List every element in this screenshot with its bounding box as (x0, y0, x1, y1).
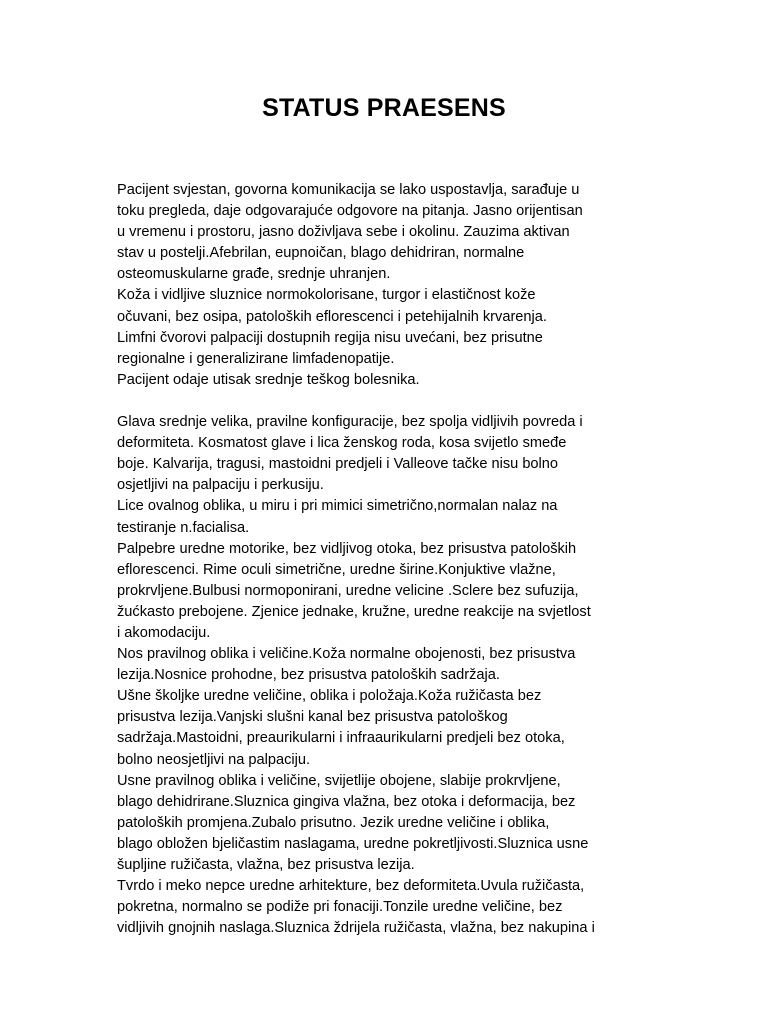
text-line: Pacijent svjestan, govorna komunikacija se lako uspostavlja, sarađuje u (117, 182, 580, 198)
text-line: Palpebre uredne motorike, bez vidljivog otoka, bez prisustva patoloških (117, 540, 577, 557)
text-line: u vremenu i prostoru, jasno doživljava sebe i okolinu. Zauzima aktivan (117, 224, 570, 241)
text-line: stav u postelji.Afebrilan, eupnoičan, blago dehidriran, normalne (117, 245, 525, 262)
text-line: eflorescenci. Rime oculi simetrične, uredne širine.Konjuktive vlažne, (117, 561, 556, 578)
text-line: boje. Kalvarija, tragusi, mastoidni predjeli i Valleove tačke nisu bolno (117, 456, 559, 473)
text-line: deformiteta. Kosmatost glave i lica ženskog roda, kosa svijetlo smeđe (117, 435, 567, 452)
text-line: regionalne i generalizirane limfadenopatije. (117, 350, 395, 367)
text-line: pokretna, normalno se podiže pri fonaciji.Tonzile uredne veličine, bez (117, 899, 563, 916)
text-line: Glava srednje velika, pravilne konfiguracije, bez spolja vidljivih povreda i (117, 414, 583, 431)
text-line: blago dehidrirane.Sluznica gingiva vlažna, bez otoka i deformacija, bez (117, 793, 576, 810)
paragraph-head-examination (117, 412, 662, 939)
text-line: vidljivih gnojnih naslaga.Sluznica ždrijela ružičasta, vlažna, bez nakupina i (117, 920, 595, 937)
text-line: prisustva lezija.Vanjski slušni kanal bez prisustva patološkog (117, 709, 508, 726)
text-line: blago obložen bjeličastim naslagama, uredne pokretljivosti.Sluznica usne (117, 835, 589, 852)
document-title: STATUS PRAESENS (262, 94, 506, 122)
text-line: lezija.Nosnice prohodne, bez prisustva patoloških sadržaja. (117, 667, 500, 684)
text-line: prokrvljene.Bulbusi normoponirani, uredne velicine .Sclere bez sufuzija, (117, 582, 579, 599)
text-line: Usne pravilnog oblika i veličine, svijetlije obojene, slabije prokrvljene, (117, 772, 561, 789)
text-line: žućkasto prebojene. Zjenice jednake, kružne, uredne reakcije na svjetlost (117, 603, 591, 620)
text-line: Nos pravilnog oblika i veličine.Koža normalne obojenosti, bez prisustva (117, 646, 576, 663)
text-line: Ušne školjke uredne veličine, oblika i položaja.Koža ružičasta bez (117, 688, 542, 705)
text-line: Tvrdo i meko nepce uredne arhitekture, bez deformiteta.Uvula ružičasta, (117, 878, 585, 895)
text-line: Lice ovalnog oblika, u miru i pri mimici simetrično,normalan nalaz na (117, 498, 558, 515)
text-line: osteomuskularne građe, srednje uhranjen. (117, 266, 391, 283)
text-line: i akomodaciju. (117, 624, 211, 641)
text-line: Koža i vidljive sluznice normokolorisane, turgor i elastičnost kože (117, 287, 536, 304)
text-line: šupljine ružičasta, vlažna, bez prisustva lezija. (117, 857, 415, 873)
text-line: testiranje n.facialisa. (117, 519, 250, 536)
text-line: patoloških promjena.Zubalo prisutno. Jezik uredne veličine i oblika, (117, 814, 550, 831)
text-line: Limfni čvorovi palpaciji dostupnih regija nisu uvećani, bez prisutne (117, 329, 543, 346)
text-line: osjetljivi na palpaciju i perkusiju. (117, 477, 324, 494)
text-line: toku pregleda, daje odgovarajuće odgovore na pitanja. Jasno orijentisan (117, 203, 583, 220)
text-line: očuvani, bez osipa, patoloških eflorescenci i petehijalnih krvarenja. (117, 308, 547, 325)
paragraph-gap (117, 391, 662, 412)
paragraph-general-status (117, 180, 662, 391)
text-line: Pacijent odaje utisak srednje teškog bolesnika. (117, 371, 420, 388)
document-body (117, 180, 662, 939)
text-line: sadržaja.Mastoidni, preaurikularni i infraaurikularni predjeli bez otoka, (117, 730, 565, 747)
text-line: bolno neosjetljivi na palpaciju. (117, 751, 311, 768)
